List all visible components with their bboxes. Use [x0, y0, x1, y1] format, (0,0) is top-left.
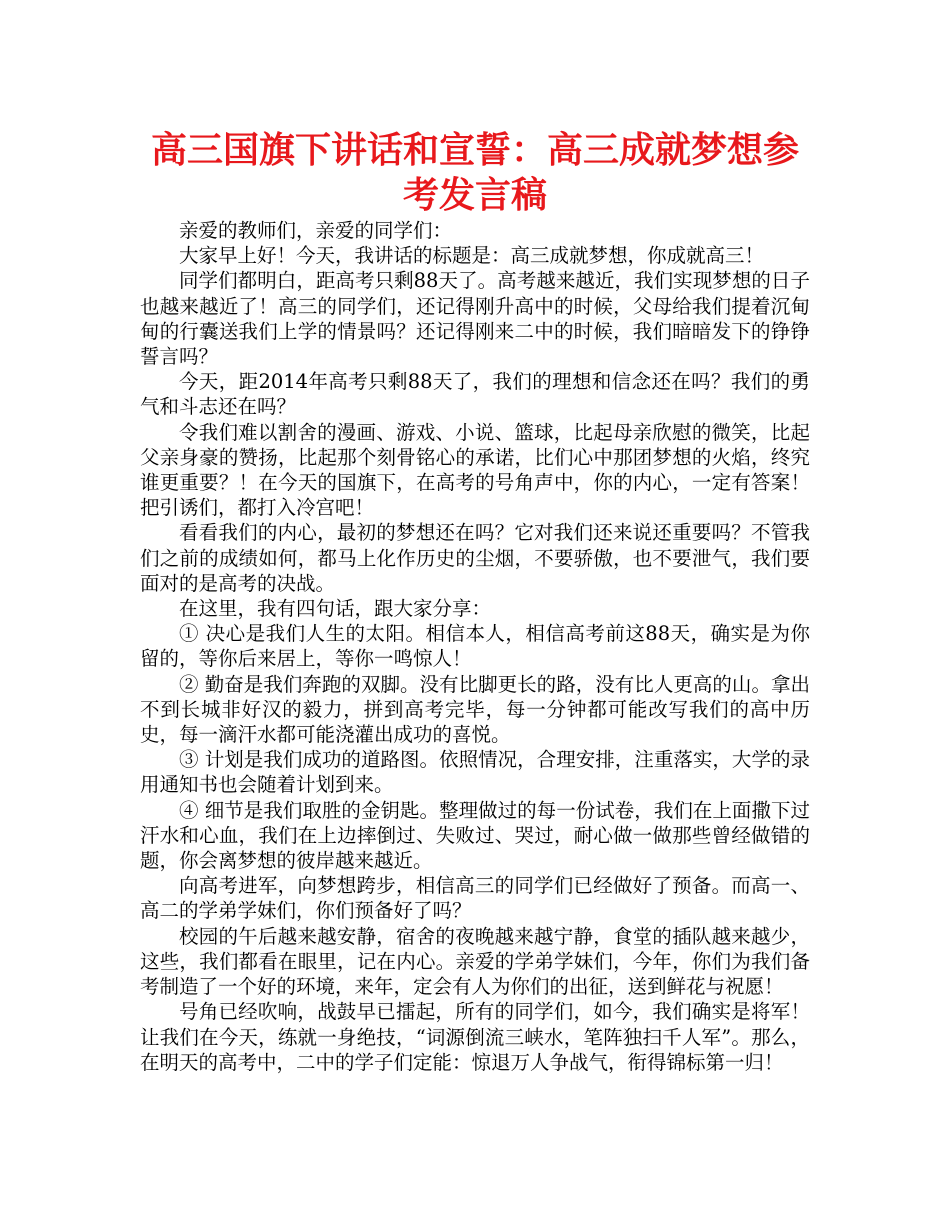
document-body: [140, 218, 810, 1075]
document-page: [140, 128, 810, 1075]
paragraph-campus: 校园的午后越来越安静，宿舍的夜晚越来越宁静，食堂的插队越来越少，这些，我们都看在眼里，记在内心。亲爱的学弟学妹们，今年，你们为我们备考制造了一个好的环境，来年，定会有人为你们的出征，送到鲜花与祝愿！: [140, 924, 810, 999]
paragraph-greeting: 亲爱的教师们，亲爱的同学们：: [179, 219, 453, 242]
paragraph-point-4: ④ 细节是我们取胜的金钥匙。整理做过的每一份试卷，我们在上面撒下过汗水和心血，我们在上边摔倒过、失败过、哭过，耐心做一做那些曾经做错的题，你会离梦想的彼岸越来越近。: [140, 798, 810, 873]
paragraph-point-3: ③ 计划是我们成功的道路图。依照情况，合理安排，注重落实，大学的录用通知书也会随着计划到来。: [140, 748, 810, 797]
paragraph-temptations: 令我们难以割舍的漫画、游戏、小说、篮球，比起母亲欣慰的微笑，比起父亲身豪的赞扬，比起那个刻骨铭心的承诺，比们心中那团梦想的火焰，终究谁更重要？！在今天的国旗下，在高考的号角声中，你的内心，一定有答案！把引诱们，都打入冷宫吧！: [140, 420, 810, 520]
paragraph-march: 向高考进军，向梦想跨步，相信高三的同学们已经做好了预备。而高一、高二的学弟学妹们，你们预备好了吗？: [140, 874, 810, 923]
paragraph-four-points-intro: 在这里，我有四句话，跟大家分享：: [179, 597, 492, 621]
paragraph-ideals: 今天，距2014年高考只剩88天了，我们的理想和信念还在吗？我们的勇气和斗志还在吗？: [140, 370, 810, 419]
paragraph-original-dream: 看看我们的内心，最初的梦想还在吗？它对我们还来说还重要吗？不管我们之前的成绩如何，都马上化作历史的尘烟，不要骄傲，也不要泄气，我们要面对的是高考的决战。: [140, 521, 810, 595]
paragraph-closing: 号角已经吹响，战鼓早已擂起，所有的同学们，如今，我们确实是将军！让我们在今天，练就一身绝技，“词源倒流三峡水，笔阵独扫千人军”。那么，在明天的高考中，二中的学子们定能：惊退万人争战气，衔得锦标第一归！: [140, 1000, 810, 1074]
document-title: 高三国旗下讲话和宣誓：高三成就梦想参考发言稿: [150, 130, 799, 216]
paragraph-countdown: 同学们都明白，距高考只剩88天了。高考越来越近，我们实现梦想的日子也越来越近了！高三的同学们，还记得刚升高中的时候，父母给我们提着沉甸甸的行囊送我们上学的情景吗？还记得刚来二中的时候，我们暗暗发下的铮铮誓言吗？: [140, 269, 810, 369]
paragraph-opening: 大家早上好！今天，我讲话的标题是：高三成就梦想，你成就高三！: [179, 244, 765, 268]
paragraph-point-2: ② 勤奋是我们奔跑的双脚。没有比脚更长的路，没有比人更高的山。拿出不到长城非好汉的毅力，拼到高考完毕，每一分钟都可能改写我们的高中历史，每一滴汗水都可能浇灌出成功的喜悦。: [140, 672, 810, 747]
paragraph-point-1: ① 决心是我们人生的太阳。相信本人，相信高考前这88天，确实是为你留的，等你后来居上，等你一鸣惊人！: [140, 622, 810, 671]
